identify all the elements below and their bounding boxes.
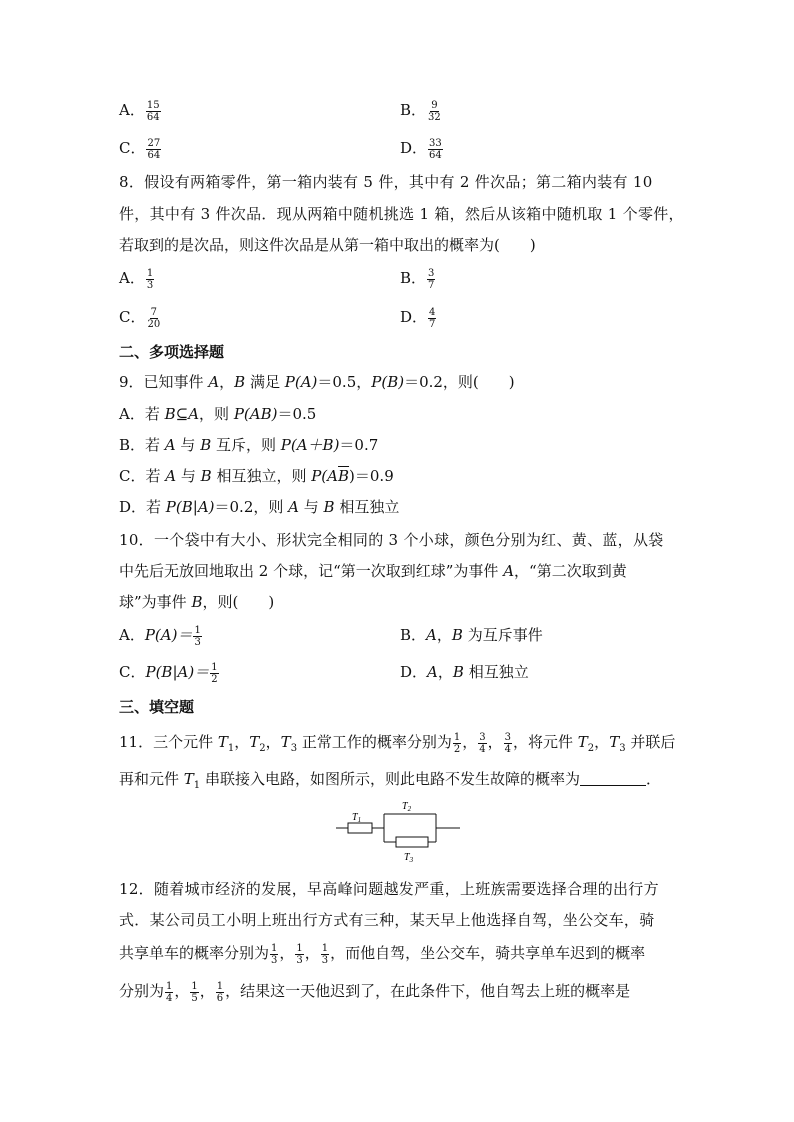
- fraction: $\frac{27}{64}$: [147, 137, 161, 161]
- q7-option-a: A． $\frac{15}{64}$: [119, 99, 160, 123]
- fraction: $\frac{3}{4}$: [504, 731, 511, 755]
- t3-label: $T_3$: [404, 852, 414, 864]
- q9-option-d: D．若 P(B|A)＝0.2，则 A 与 B 相互独立: [119, 498, 400, 516]
- fraction: $\frac{1}{5}$: [191, 980, 198, 1004]
- fraction: $\frac{1}{3}$: [271, 942, 278, 966]
- fraction: $\frac{4}{7}$: [429, 306, 436, 330]
- q7-option-d: D． $\frac{33}{64}$: [400, 137, 442, 161]
- q10-stem-line3: 球”为事件 B，则( ): [119, 593, 275, 611]
- fraction: $\frac{9}{32}$: [428, 99, 441, 123]
- t2-label: $T_2$: [402, 801, 412, 813]
- q10-option-a: A．P(A)＝ $\frac{1}{3}$: [119, 624, 201, 648]
- q9-option-b: B．若 A 与 B 互斥，则 P(A＋B)＝0.7: [119, 436, 379, 454]
- q8-option-b: B． $\frac{3}{7}$: [400, 267, 435, 291]
- q8-stem-line3: 若取到的是次品，则这件次品是从第一箱中取出的概率为( ): [119, 236, 536, 254]
- fraction: $\frac{1}{2}$: [211, 661, 218, 685]
- q8-stem-line1: 8．假设有两箱零件，第一箱内装有 5 件，其中有 2 件次品；第二箱内装有 10: [119, 173, 653, 191]
- q7-option-c: C． $\frac{27}{64}$: [119, 137, 161, 161]
- q8-option-a: A． $\frac{1}{3}$: [119, 267, 154, 291]
- circuit-diagram: [336, 800, 460, 866]
- answer-blank[interactable]: [580, 769, 646, 786]
- q9-option-a: A．若 B⊆A，则 P(AB)＝0.5: [119, 405, 317, 423]
- q10-option-b: B．A，B 为互斥事件: [400, 626, 543, 644]
- q10-stem-line1: 10．一个袋中有大小、形状完全相同的 3 个小球，颜色分别为红、黄、蓝，从袋: [119, 531, 664, 549]
- q12-stem-line3: 共享单车的概率分别为 $\frac{1}{3}$ ， $\frac{1}{3}$ ， $\frac{1}{3}$ ，而他自驾，坐公交车，骑共享单车迟到的概率: [119, 942, 646, 966]
- q11-stem-line2: 再和元件 $T_1$ 串联接入电路，如图所示，则此电路不发生故障的概率为 ．: [119, 770, 661, 791]
- t1-label: $T_1$: [352, 812, 362, 824]
- fraction: $\frac{33}{64}$: [429, 137, 442, 161]
- q8-option-c: C． $\frac{7}{20}$: [119, 306, 161, 330]
- q10-option-c: C．P(B|A)＝ $\frac{1}{2}$: [119, 661, 218, 685]
- q8-stem-line2: 件，其中有 3 件次品．现从两箱中随机挑选 1 箱，然后从该箱中随机取 1 个零件，: [119, 205, 684, 223]
- fraction: $\frac{1}{3}$: [321, 942, 329, 966]
- q7-option-b: B． $\frac{9}{32}$: [400, 99, 441, 123]
- fraction: $\frac{1}{6}$: [216, 980, 224, 1004]
- q9-stem: 9．已知事件 A，B 满足 P(A)＝0.5，P(B)＝0.2，则( ): [119, 373, 515, 391]
- q10-stem-line2: 中先后无放回地取出 2 个球，记“第一次取到红球”为事件 A，“第二次取到黄: [119, 562, 627, 580]
- fraction: $\frac{3}{4}$: [479, 731, 486, 755]
- t1-resistor: [348, 823, 372, 833]
- q12-stem-line2: 式．某公司员工小明上班出行方式有三种，某天早上他选择自驾，坐公交车，骑: [119, 911, 655, 929]
- fraction: $\frac{1}{2}$: [453, 731, 461, 755]
- t3-resistor: [396, 837, 428, 847]
- q12-stem-line1: 12．随着城市经济的发展，早高峰问题越发严重，上班族需要选择合理的出行方: [119, 880, 659, 898]
- fraction: $\frac{3}{7}$: [428, 267, 435, 291]
- q9-option-c: C．若 A 与 B 相互独立，则 $P(A\overline{B})=0.9$: [119, 467, 394, 485]
- fraction: $\frac{1}{3}$: [194, 624, 201, 648]
- section-heading-fill-in: 三、填空题: [119, 698, 195, 716]
- fraction: $\frac{1}{4}$: [166, 980, 173, 1004]
- q10-option-d: D．A，B 相互独立: [400, 663, 529, 681]
- fraction: $\frac{15}{64}$: [146, 99, 160, 123]
- fraction: $\frac{1}{3}$: [146, 267, 154, 291]
- section-heading-multiple-choice: 二、多项选择题: [119, 343, 225, 361]
- q11-stem-line1: 11．三个元件 $T_1$，$T_2$，$T_3$ 正常工作的概率分别为 $\frac{1}{2}$ ， $\frac{3}{4}$ ， $\frac{3}{4}$ ，将元件 $T_2$，$T_3$ 并联后: [119, 731, 676, 755]
- q12-stem-line4: 分别为 $\frac{1}{4}$ ， $\frac{1}{5}$ ， $\frac{1}{6}$ ，结果这一天他迟到了，在此条件下，他自驾去上班的概率是: [119, 980, 631, 1004]
- fraction: $\frac{1}{3}$: [296, 942, 303, 966]
- q8-option-d: D． $\frac{4}{7}$: [400, 306, 436, 330]
- fraction: $\frac{7}{20}$: [147, 306, 161, 330]
